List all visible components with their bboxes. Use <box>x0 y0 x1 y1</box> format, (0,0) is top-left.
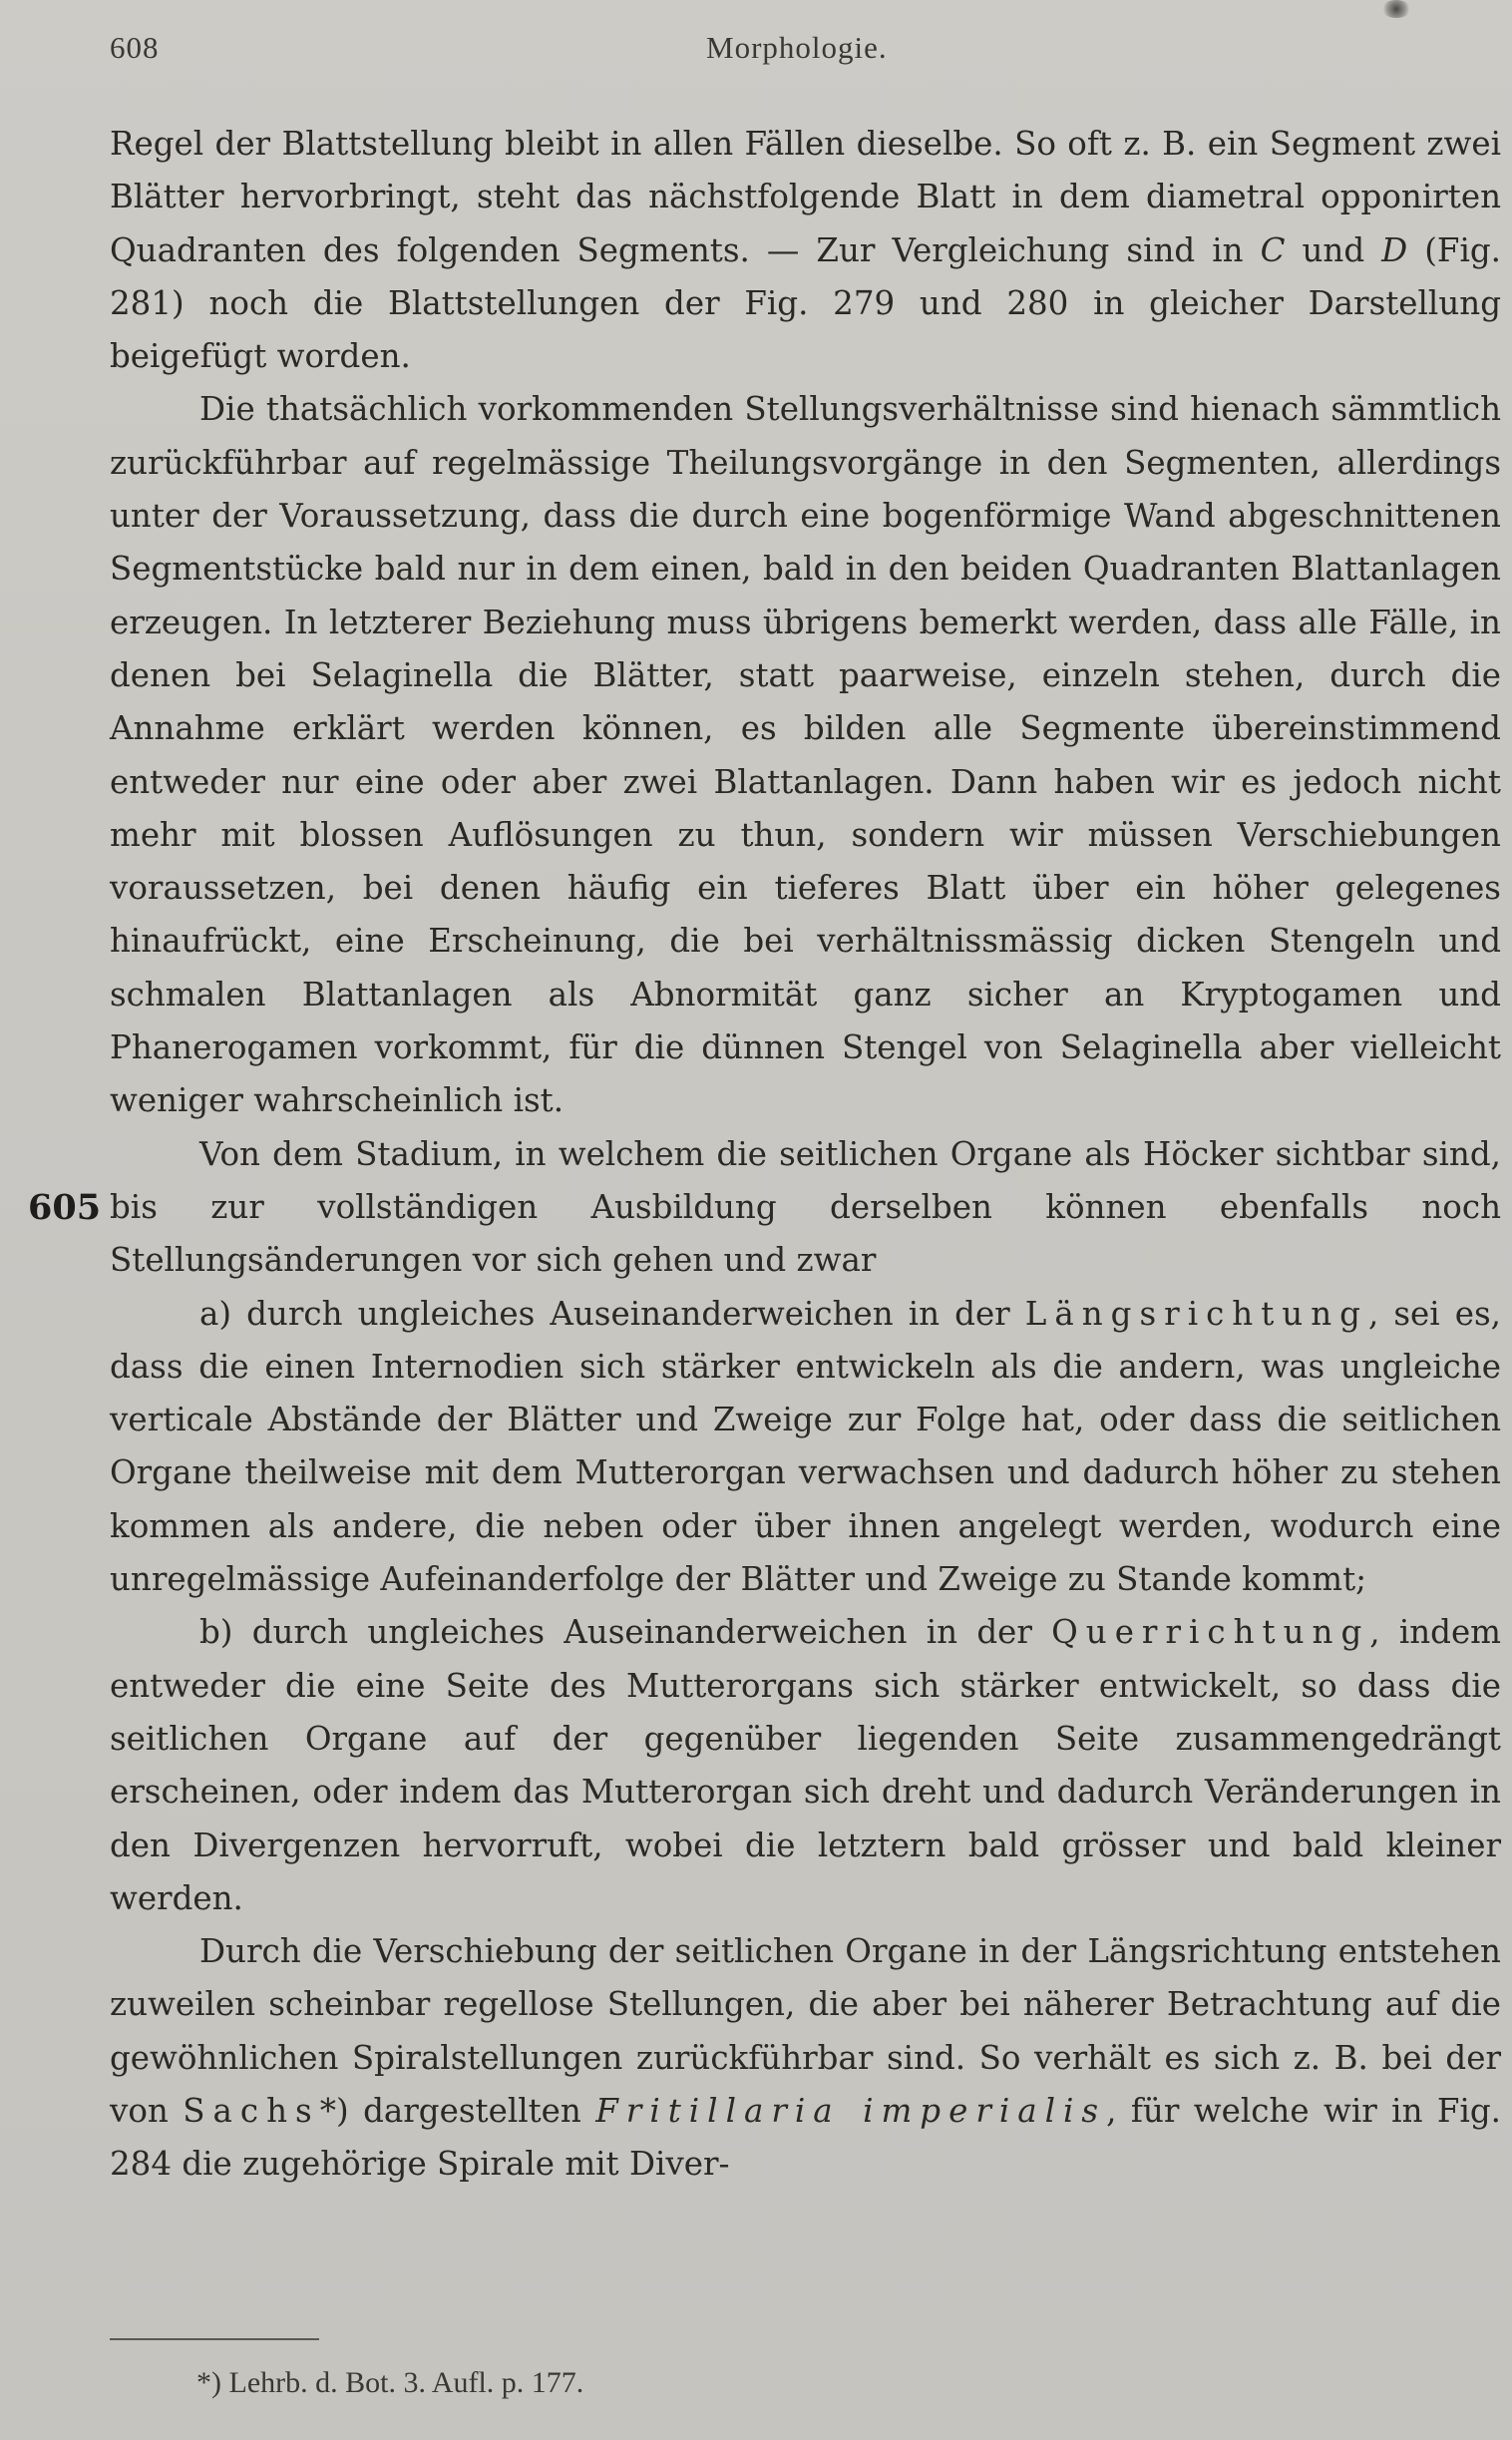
paragraph-1: Regel der Blattstellung bleibt in allen Fällen dieselbe. So oft z. B. ein Segment zwei Blätter hervorbringt, steht das nächstfolgende Blatt in dem diametral opponirten Quadranten des folgenden Segments. — Zur Vergleichung sind in C und D (Fig. 281) noch die Blattstellungen der Fig. 279 und 280 in gleicher Darstellung beigefügt worden. <box>110 125 1501 376</box>
paragraph-5-list-b: b) durch ungleiches Auseinanderweichen in der Querrichtung, indem entweder die eine Seite des Mutterorgans sich stärker entwickelt, so dass die seitlichen Organe auf der gegenüber liegenden Seite zusammengedrängt erscheinen, oder indem das Mutterorgan sich dreht und dadurch Veränderungen in den Divergenzen hervorruft, wobei die letztern bald grösser und bald kleiner werden. <box>110 1613 1501 1917</box>
page-number: 608 <box>110 30 160 65</box>
paragraph-2: Die thatsächlich vorkommenden Stellungsverhältnisse sind hienach sämmtlich zurückführbar auf regelmässige Theilungsvorgänge in den Segmenten, allerdings unter der Voraussetzung, dass die durch eine bogenförmige Wand abgeschnittenen Segmentstücke bald nur in dem einen, bald in den beiden Quadranten Blattanlagen erzeugen. In letzterer Beziehung muss übrigens bemerkt werden, dass alle Fälle, in denen bei Selaginella die Blätter, statt paarweise, einzeln stehen, durch die Annahme erklärt werden können, es bilden alle Segmente übereinstimmend entweder nur eine oder aber zwei Blattanlagen. Dann haben wir es jedoch nicht mehr mit blossen Auflösungen zu thun, sondern wir müssen Verschiebungen voraussetzen, bei denen häufig ein tieferes Blatt über ein höher gelegenes hinaufrückt, eine Erscheinung, die bei verhältnissmässig dicken Stengeln und schmalen Blattanlagen als Abnormität ganz sicher an Kryptogamen und Phanerogamen vorkommt, für die dünnen Stengel von Selaginella aber vielleicht weniger wahrscheinlich ist. <box>110 390 1501 1120</box>
footnote: *) Lehrb. d. Bot. 3. Aufl. p. 177. <box>196 2366 584 2399</box>
scan-blemish <box>1381 0 1411 18</box>
body-text <box>110 118 1501 2192</box>
paragraph-4-list-a: a) durch ungleiches Auseinanderweichen in der Längsrichtung, sei es, dass die einen Internodien sich stärker entwickeln als die andern, was ungleiche verticale Abstände der Blätter und Zweige zur Folge hat, oder dass die seitlichen Organe theilweise mit dem Mutterorgan verwachsen und dadurch höher zu stehen kommen als andere, die neben oder über ihnen angelegt werden, wodurch eine unregelmässige Aufeinanderfolge der Blätter und Zweige zu Stande kommt; <box>110 1294 1501 1599</box>
paragraph-3: Von dem Stadium, in welchem die seitlichen Organe als Höcker sichtbar sind, bis zur vollständigen Ausbildung derselben können ebenfalls noch Stellungsänderungen vor sich gehen und zwar <box>110 1134 1501 1280</box>
running-head <box>110 30 1506 76</box>
paragraph-6: Durch die Verschiebung der seitlichen Organe in der Längsrichtung entstehen zuweilen scheinbar regellose Stellungen, die aber bei näherer Betrachtung auf die gewöhnlichen Spiralstellungen zurückführbar sind. So verhält es sich z. B. bei der von Sachs*) dargestellten Fritillaria imperialis, für welche wir in Fig. 284 die zugehörige Spirale mit Diver- <box>110 1932 1501 2184</box>
footnote-rule <box>110 2338 319 2340</box>
running-title: Morphologie. <box>706 30 888 65</box>
margin-section-number: 605 <box>28 1187 102 1228</box>
